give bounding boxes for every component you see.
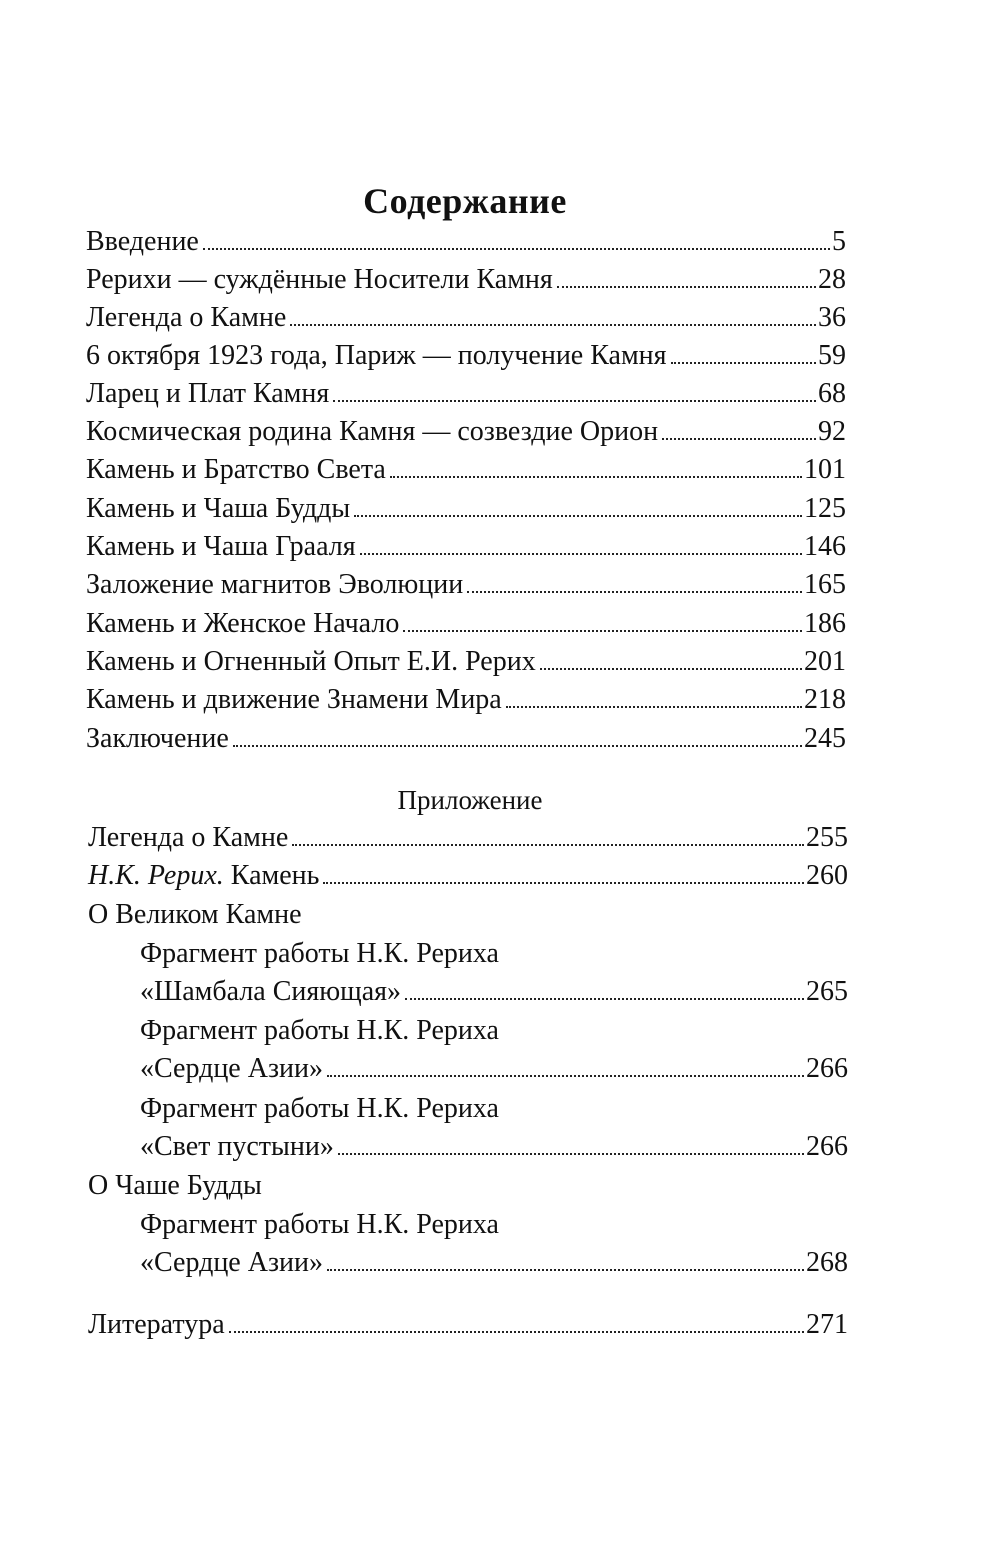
toc-entry-page: 28	[818, 264, 846, 295]
dot-leader	[405, 998, 804, 1000]
toc-entry-author: Н.К. Рерих.	[88, 860, 224, 891]
toc-entry-label: Ларец и Плат Камня	[86, 378, 330, 409]
dot-leader	[233, 745, 802, 747]
toc-entry-page: 218	[804, 684, 846, 715]
toc-entry-label: Рерихи — суждённые Носители Камня	[86, 264, 553, 295]
toc-group-buddha-cup: О Чаше Будды	[88, 1170, 262, 1201]
toc-entry-page: 260	[806, 860, 848, 891]
toc-entry-roerichs[interactable]	[86, 261, 846, 299]
toc-entry-appendix-legend[interactable]	[88, 819, 848, 857]
toc-entry-orion[interactable]	[86, 413, 846, 451]
toc-entry-page: 146	[804, 531, 846, 562]
toc-entry-page: 265	[806, 976, 848, 1007]
page-title: Содержание	[363, 181, 567, 221]
toc-entry-page: 268	[806, 1247, 848, 1278]
toc-entry-magnets[interactable]	[86, 566, 846, 604]
toc-entry-appendix-kamen[interactable]	[88, 857, 848, 895]
dot-leader	[333, 400, 816, 402]
toc-entry-casket[interactable]	[86, 375, 846, 413]
toc-entry-label: Легенда о Камне	[88, 822, 289, 853]
dot-leader	[327, 1269, 804, 1271]
toc-entry-title: Камень	[230, 860, 320, 891]
toc-subentry-heart-of-asia[interactable]	[140, 1050, 848, 1088]
toc-entry-label: Камень и Женское Начало	[86, 608, 400, 639]
dot-leader	[327, 1075, 804, 1077]
toc-entry-fiery-experience[interactable]	[86, 643, 846, 681]
toc-entry-legend[interactable]	[86, 299, 846, 337]
dot-leader	[323, 882, 804, 884]
toc-entry-page: 125	[804, 493, 846, 524]
dot-leader	[540, 668, 802, 670]
dot-leader	[292, 844, 804, 846]
toc-entry-page: 59	[818, 340, 846, 371]
toc-entry-label: «Свет пустыни»	[140, 1131, 334, 1162]
toc-entry-page: 201	[804, 646, 846, 677]
toc-entry-label: Камень и Братство Света	[86, 454, 386, 485]
toc-entry-label: Заключение	[86, 723, 229, 754]
dot-leader	[557, 286, 816, 288]
toc-entry-label: Камень и Чаша Грааля	[86, 531, 356, 562]
toc-entry-page: 5	[832, 226, 846, 257]
dot-leader	[390, 476, 802, 478]
toc-entry-buddha-cup[interactable]	[86, 490, 846, 528]
toc-entry-conclusion[interactable]	[86, 720, 846, 758]
toc-entry-page: 68	[818, 378, 846, 409]
toc-entry-page: 92	[818, 416, 846, 447]
toc-entry-label: Камень и движение Знамени Мира	[86, 684, 502, 715]
toc-entry-label: Камень и Чаша Будды	[86, 493, 351, 524]
toc-entry-october-1923[interactable]	[86, 337, 846, 375]
dot-leader	[360, 553, 802, 555]
dot-leader	[290, 324, 816, 326]
dot-leader	[229, 1331, 804, 1333]
toc-entry-page: 165	[804, 569, 846, 600]
toc-entry-label: Введение	[86, 226, 199, 257]
toc-entry-label: Космическая родина Камня — созвездие Орион	[86, 416, 659, 447]
dot-leader	[671, 362, 816, 364]
dot-leader	[506, 706, 802, 708]
toc-entry-page: 255	[806, 822, 848, 853]
toc-entry-label: «Сердце Азии»	[140, 1247, 323, 1278]
toc-subentry-shambhala[interactable]	[140, 973, 848, 1011]
toc-entry-label	[88, 857, 319, 895]
toc-entry-label: «Сердце Азии»	[140, 1053, 323, 1084]
toc-entry-page: 245	[804, 723, 846, 754]
toc-entry-page: 186	[804, 608, 846, 639]
toc-entry-label: 6 октября 1923 года, Париж — получение Камня	[86, 340, 667, 371]
toc-entry-page: 101	[804, 454, 846, 485]
toc-entry-label: «Шамбала Сияющая»	[140, 976, 402, 1007]
toc-entry-label: Легенда о Камне	[86, 302, 287, 333]
dot-leader	[467, 591, 802, 593]
toc-entry-feminine[interactable]	[86, 605, 846, 643]
toc-subentry-line: Фрагмент работы Н.К. Рериха	[140, 1209, 499, 1240]
dot-leader	[403, 630, 802, 632]
toc-entry-page: 36	[818, 302, 846, 333]
appendix-heading: Приложение	[397, 785, 543, 815]
toc-subentry-desert-light[interactable]	[140, 1128, 848, 1166]
toc-entry-label: Заложение магнитов Эволюции	[86, 569, 464, 600]
toc-entry-label: Камень и Огненный Опыт Е.И. Рерих	[86, 646, 536, 677]
toc-entry-banner-of-peace[interactable]	[86, 681, 846, 719]
dot-leader	[203, 248, 830, 250]
toc-entry-page: 266	[806, 1053, 848, 1084]
toc-subentry-line: Фрагмент работы Н.К. Рериха	[140, 1093, 499, 1124]
dot-leader	[662, 438, 816, 440]
toc-subentry-line: Фрагмент работы Н.К. Рериха	[140, 1015, 499, 1046]
toc-entry-label: Литература	[88, 1309, 225, 1340]
dot-leader	[354, 515, 802, 517]
toc-entry-literature[interactable]	[88, 1306, 848, 1344]
toc-entry-page: 266	[806, 1131, 848, 1162]
dot-leader	[338, 1153, 804, 1155]
toc-subentry-line: Фрагмент работы Н.К. Рериха	[140, 938, 499, 969]
toc-entry-brotherhood[interactable]	[86, 451, 846, 489]
toc-subentry-heart-of-asia-2[interactable]	[140, 1244, 848, 1282]
toc-group-great-stone: О Великом Камне	[88, 899, 302, 930]
toc-entry-grail[interactable]	[86, 528, 846, 566]
toc-entry-introduction[interactable]	[86, 223, 846, 261]
toc-entry-page: 271	[806, 1309, 848, 1340]
